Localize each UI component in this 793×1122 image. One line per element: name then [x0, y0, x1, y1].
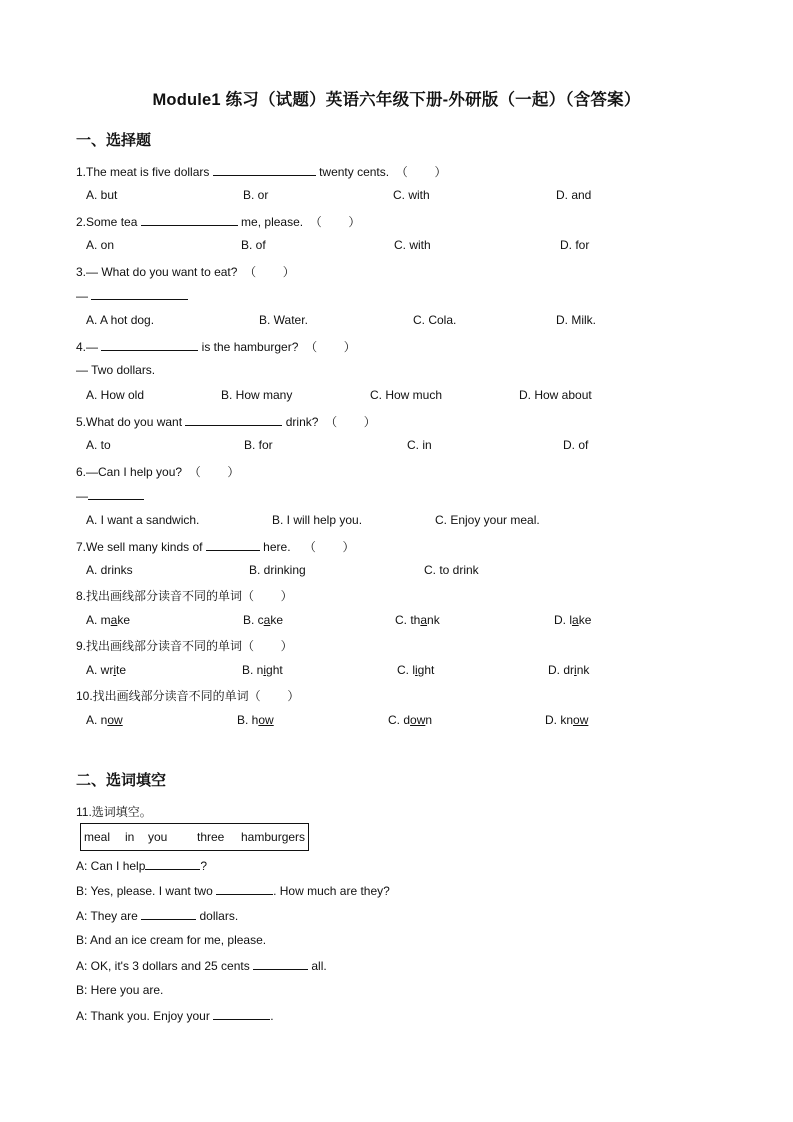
option-d: D. know: [545, 713, 589, 727]
question-3-options: [0, 313, 793, 329]
option-c: C. Enjoy your meal.: [435, 513, 540, 527]
option-c: C. with: [393, 188, 430, 202]
question-8-options: [0, 613, 793, 629]
option-a: A. now: [86, 713, 123, 727]
option-d: D. Milk.: [556, 313, 596, 327]
option-d: D. lake: [554, 613, 592, 627]
option-a: A. make: [86, 613, 131, 627]
dialogue-line: A: They are dollars.: [76, 909, 239, 923]
option-b: B. I will help you.: [272, 513, 363, 527]
question-5-options: [0, 438, 793, 454]
dialogue-line: B: Yes, please. I want two . How much are they?: [76, 884, 390, 898]
option-c: C. thank: [395, 613, 440, 627]
option-a: A. write: [86, 663, 127, 677]
question-7: 7.We sell many kinds of here. （ ）: [76, 540, 355, 554]
question-5: 5.What do you want drink? （ ）: [76, 415, 376, 429]
dialogue-line: B: Here you are.: [76, 983, 164, 997]
question-2-options: [0, 238, 793, 254]
option-c: C. in: [407, 438, 432, 452]
option-b: B. drinking: [249, 563, 306, 577]
section-heading-choice: 一、选择题: [76, 132, 152, 149]
option-a: A. drinks: [86, 563, 133, 577]
option-b: B. night: [242, 663, 283, 677]
option-b: B. cake: [243, 613, 284, 627]
page-title: Module1 练习（试题）英语六年级下册-外研版（一起）（含答案）: [152, 91, 641, 109]
option-d: D. of: [563, 438, 589, 452]
option-c: C. down: [388, 713, 433, 727]
option-d: D. How about: [519, 388, 592, 402]
question-6-reply: —: [76, 488, 144, 503]
question-4: 4.— is the hamburger? （ ）: [76, 340, 356, 354]
question-4-reply: — Two dollars.: [76, 363, 156, 377]
option-b: B. for: [244, 438, 273, 452]
option-d: D. for: [560, 238, 590, 252]
option-c: C. light: [397, 663, 435, 677]
word-bank-word: three: [197, 830, 225, 844]
option-b: B. How many: [221, 388, 293, 402]
word-bank-box: [80, 823, 309, 851]
word-bank-word: meal: [84, 830, 111, 844]
question-9-options: [0, 663, 793, 679]
question-10-options: [0, 713, 793, 729]
dialogue-line: A: Can I help ?: [76, 859, 208, 873]
dialogue-line: A: Thank you. Enjoy your .: [76, 1009, 274, 1023]
question-11-label: 11.选词填空。: [76, 805, 152, 819]
option-b: B. of: [241, 238, 266, 252]
question-3: 3.— What do you want to eat? （ ）: [76, 265, 295, 279]
section-heading-fill: 二、选词填空: [76, 772, 167, 789]
option-c: C. How much: [370, 388, 443, 402]
word-bank-word: in: [125, 830, 135, 844]
dialogue-line: B: And an ice cream for me, please.: [76, 933, 267, 947]
option-c: C. with: [394, 238, 431, 252]
option-d: D. and: [556, 188, 592, 202]
question-6: 6.—Can I help you? （ ）: [76, 465, 240, 479]
dialogue-line: A: OK, it's 3 dollars and 25 cents all.: [76, 959, 327, 973]
question-10: 10.找出画线部分读音不同的单词（ ）: [76, 689, 300, 703]
question-2: 2.Some tea me, please. （ ）: [76, 215, 361, 229]
option-a: A. but: [86, 188, 118, 202]
option-a: A. How old: [86, 388, 145, 402]
option-a: A. I want a sandwich.: [86, 513, 200, 527]
question-9: 9.找出画线部分读音不同的单词（ ）: [76, 639, 293, 653]
word-bank-word: hamburgers: [241, 830, 306, 844]
option-b: B. or: [243, 188, 269, 202]
question-4-options: [0, 388, 793, 404]
option-c: C. to drink: [424, 563, 479, 577]
question-8: 8.找出画线部分读音不同的单词（ ）: [76, 589, 293, 603]
word-bank-word: you: [148, 830, 168, 844]
question-1-options: [0, 188, 793, 204]
option-b: B. how: [237, 713, 274, 727]
option-a: A. to: [86, 438, 111, 452]
question-3-reply: —: [76, 288, 188, 303]
question-1: 1.The meat is five dollars twenty cents. （ ）: [76, 165, 447, 179]
option-a: A. on: [86, 238, 115, 252]
option-b: B. Water.: [259, 313, 308, 327]
option-a: A. A hot dog.: [86, 313, 155, 327]
question-6-options: [0, 513, 793, 529]
option-d: D. drink: [548, 663, 590, 677]
question-7-options: [0, 563, 793, 579]
option-c: C. Cola.: [413, 313, 457, 327]
